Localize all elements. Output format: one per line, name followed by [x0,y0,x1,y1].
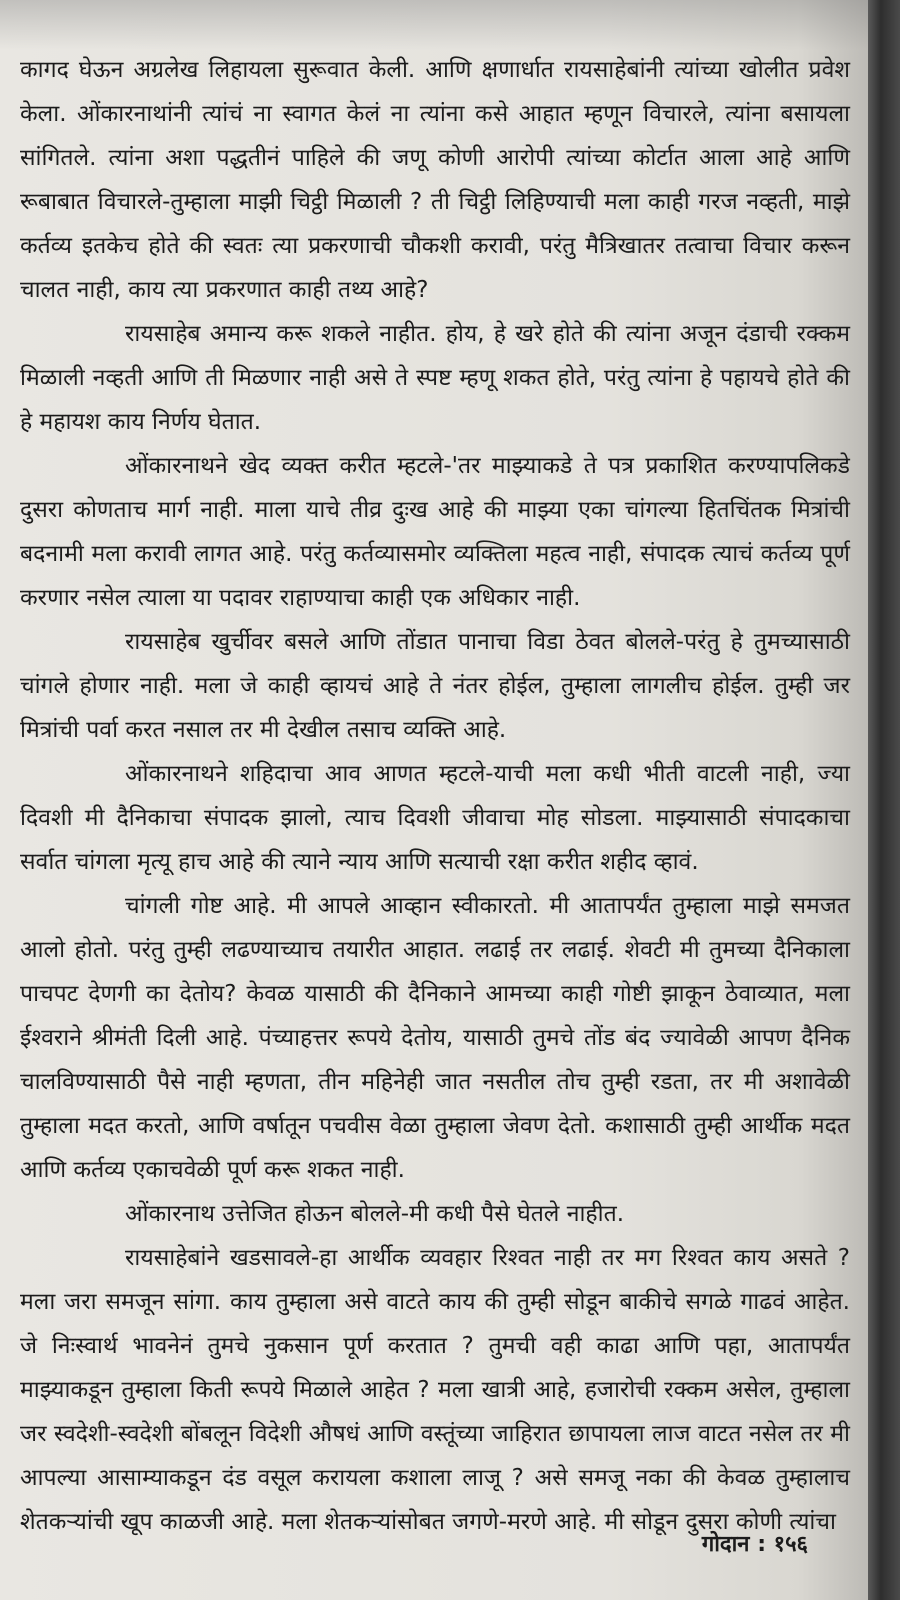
paragraph-6: चांगली गोष्ट आहे. मी आपले आव्हान स्वीकारतो. मी आतापर्यंत तुम्हाला माझे समजत आलो होतो. परंतु तुम्ही लढण्याच्याच तयारीत आहात. लढाई तर लढाई. शेवटी मी तुमच्या दैनिकाला पाचपट देणगी का देतोय? केवळ यासाठी की दैनिकाने आमच्या काही गोष्टी झाकून ठेवाव्यात, मला ईश्वराने श्रीमंती दिली आहे. पंच्याहत्तर रूपये देतोय, यासाठी तुमचे तोंड बंद ज्यावेळी आपण दैनिक चालविण्यासाठी पैसे नाही म्हणता, तीन महिनेही जात नसतील तोच तुम्ही रडता, तर मी अशावेळी तुम्हाला मदत करतो, आणि वर्षातून पचवीस वेळा तुम्हाला जेवण देतो. कशासाठी तुम्ही आर्थीक मदत आणि कर्तव्य एकाचवेळी पूर्ण करू शकत नाही. [20,893,850,1183]
body-text [20,48,850,1544]
page-number: १५६ [773,1532,808,1557]
footer-separator: : [757,1532,766,1557]
paragraph-1: कागद घेऊन अग्रलेख लिहायला सुरूवात केली. आणि क्षणार्धात रायसाहेबांनी त्यांच्या खोलीत प्रवेश केला. ओंकारनाथांनी त्यांचं ना स्वागत केलं ना त्यांना कसे आहात म्हणून विचारले, त्यांना बसायला सांगितले. त्यांना अशा पद्धतीनं पाहिले की जणू कोणी आरोपी त्यांच्या कोर्टात आला आहे आणि रूबाबात विचारले-तुम्हाला माझी चिट्ठी मिळाली ? ती चिट्ठी लिहिण्याची मला काही गरज नव्हती, माझे कर्तव्य इतकेच होते की स्वतः त्या प्रकरणाची चौकशी करावी, परंतु मैत्रिखातर तत्वाचा विचार करून चालत नाही, काय त्या प्रकरणात काही तथ्य आहे? [20,57,850,303]
paragraph-4: रायसाहेब खुर्चीवर बसले आणि तोंडात पानाचा विडा ठेवत बोलले-परंतु हे तुमच्यासाठी चांगले होणार नाही. मला जे काही व्हायचं आहे ते नंतर होईल, तुम्हाला लागलीच होईल. तुम्ही जर मित्रांची पर्वा करत नसाल तर मी देखील तसाच व्यक्ति आहे. [20,629,850,743]
paragraph-2: रायसाहेब अमान्य करू शकले नाहीत. होय, हे खरे होते की त्यांना अजून दंडाची रक्कम मिळाली नव्हती आणि ती मिळणार नाही असे ते स्पष्ट म्हणू शकत होते, परंतु त्यांना हे पहायचे होते की हे महायश काय निर्णय घेतात. [20,321,850,435]
page-shadow [0,0,868,50]
paragraph-3: ओंकारनाथने खेद व्यक्त करीत म्हटले-'तर माझ्याकडे ते पत्र प्रकाशित करण्यापलिकडे दुसरा कोणताच मार्ग नाही. माला याचे तीव्र दुःख आहे की माझ्या एका चांगल्या हितचिंतक मित्रांची बदनामी मला करावी लागत आहे. परंतु कर्तव्यासमोर व्यक्तिला महत्व नाही, संपादक त्याचं कर्तव्य पूर्ण करणार नसेल त्याला या पदावर राहाण्याचा काही एक अधिकार नाही. [20,453,850,611]
book-binding-edge [868,0,900,1600]
paragraph-7: ओंकारनाथ उत्तेजित होऊन बोलले-मी कधी पैसे घेतले नाहीत. [125,1201,625,1227]
book-title: गोदान [701,1532,750,1557]
page-footer [702,1528,808,1558]
paragraph-5: ओंकारनाथने शहिदाचा आव आणत म्हटले-याची मला कधी भीती वाटली नाही, ज्या दिवशी मी दैनिकाचा संपादक झालो, त्याच दिवशी जीवाचा मोह सोडला. माझ्यासाठी संपादकाचा सर्वात चांगला मृत्यू हाच आहे की त्याने न्याय आणि सत्याची रक्षा करीत शहीद व्हावं. [20,761,850,875]
paragraph-8: रायसाहेबांने खडसावले-हा आर्थीक व्यवहार रिश्वत नाही तर मग रिश्वत काय असते ? मला जरा समजून सांगा. काय तुम्हाला असे वाटते काय की तुम्ही सोडून बाकीचे सगळे गाढवं आहेत. जे निःस्वार्थ भावनेनं तुमचे नुकसान पूर्ण करतात ? तुमची वही काढा आणि पहा, आतापर्यंत माझ्याकडून तुम्हाला किती रूपये मिळाले आहेत ? मला खात्री आहे, हजारोची रक्कम असेल, तुम्हाला जर स्वदेशी-स्वदेशी बोंबलून विदेशी औषधं आणि वस्तूंच्या जाहिरात छापायला लाज वाटत नसेल तर मी आपल्या आसाम्याकडून दंड वसूल करायला कशाला लाजू ? असे समजू नका की केवळ तुम्हालाच शेतकऱ्यांची खूप काळजी आहे. मला शेतकऱ्यांसोबत जगणे-मरणे आहे. मी सोडून दुसरा कोणी त्यांचा [20,1245,850,1535]
